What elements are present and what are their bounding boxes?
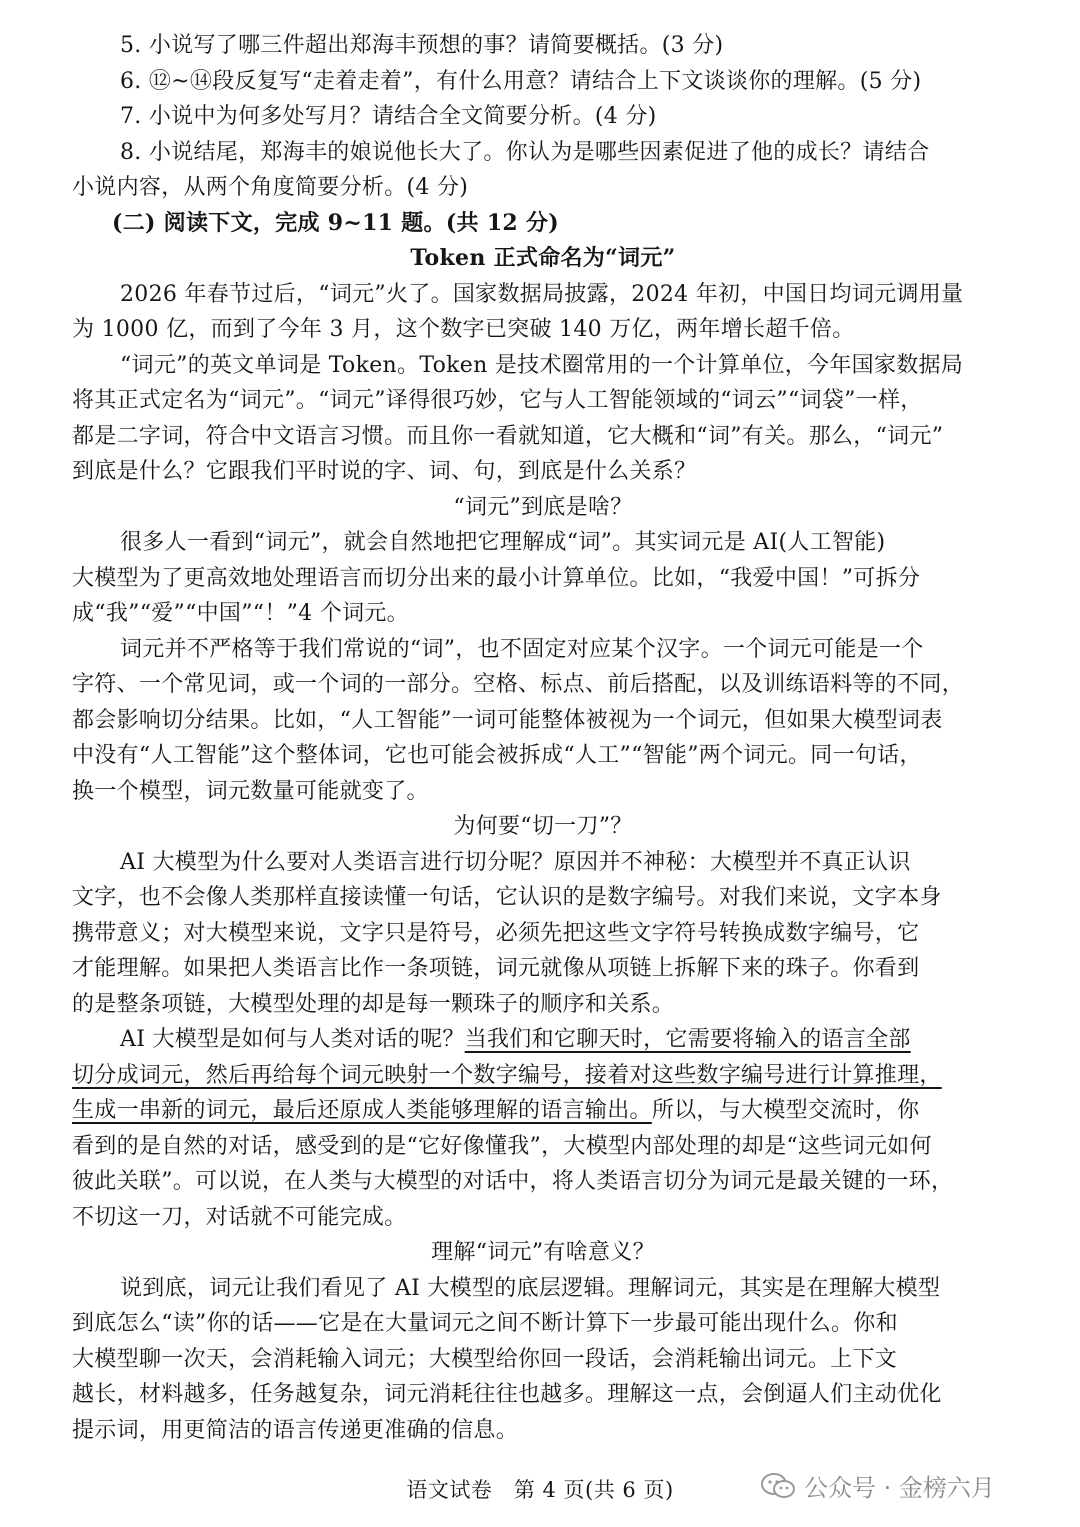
body-line: 中没有“人工智能”这个整体词，它也可能会被拆成“人工”“智能”两个词元。同一句话， bbox=[72, 743, 922, 768]
body-line: 彼此关联”。可以说，在人类与大模型的对话中，将人类语言切分为词元是最关键的一环， bbox=[72, 1169, 954, 1194]
watermark bbox=[760, 1468, 995, 1503]
intro-line: 将其正式定名为“词元”。“词元”译得很巧妙，它与人工智能领域的“词云”“词袋”一样， bbox=[72, 388, 923, 413]
intro-line: “词元”的英文单词是 Token。Token 是技术圈常用的一个计算单位，今年国家数据局 bbox=[120, 352, 964, 378]
body-line: 才能理解。如果把人类语言比作一条项链，词元就像从项链上拆解下来的珠子。你看到 bbox=[72, 956, 920, 981]
subheading-meaning: 理解“词元”有啥意义？ bbox=[431, 1240, 655, 1265]
body-line: 提示词，用更简洁的语言传递更准确的信息。 bbox=[72, 1417, 519, 1443]
question-8: 8. 小说结尾，郑海丰的娘说他长大了。你认为是哪些因素促进了他的成长？请结合 bbox=[120, 139, 930, 165]
question-6: 6. ⑫~⑭段反复写“走着走着”，有什么用意？请结合上下文谈谈你的理解。(5 分) bbox=[120, 68, 922, 94]
body-line: 换一个模型，词元数量可能就变了。 bbox=[72, 778, 429, 804]
question-7: 7. 小说中为何多处写月？请结合全文简要分析。(4 分) bbox=[120, 104, 657, 129]
body-line: 的是整条项链，大模型处理的却是每一颗珠子的顺序和关系。 bbox=[72, 991, 675, 1017]
body-text: 所以，与大模型交流时，你 bbox=[651, 1098, 920, 1123]
intro-line: 为 1000 亿，而到了今年 3 月，这个数字已突破 140 万亿，两年增长超千倍。 bbox=[72, 317, 855, 342]
underlined-sentence: 切分成词元，然后再给每个词元映射一个数字编号，接着对这些数字编号进行计算推理， bbox=[72, 1062, 942, 1088]
body-line: 很多人一看到“词元”，就会自然地把它理解成“词”。其实词元是 AI(人工智能) bbox=[120, 530, 886, 555]
page-footer: 语文试卷 第 4 页(共 6 页) bbox=[406, 1478, 674, 1502]
body-line bbox=[72, 1093, 1014, 1129]
watermark-text: 公众号 · 金榜六月 bbox=[804, 1474, 995, 1502]
wechat-icon bbox=[760, 1472, 796, 1500]
body-line bbox=[72, 1058, 1014, 1094]
body-line: 到底怎么“读”你的话——它是在大量词元之间不断计算下一步最可能出现什么。你和 bbox=[72, 1311, 898, 1336]
exam-page bbox=[72, 28, 1014, 1448]
underlined-sentence: 生成一串新的词元，最后还原成人类能够理解的语言输出。 bbox=[72, 1098, 652, 1123]
body-line: 不切这一刀，对话就不可能完成。 bbox=[72, 1204, 407, 1230]
body-line: 词元并不严格等于我们常说的“词”，也不固定对应某个汉字。一个词元可能是一个 bbox=[120, 636, 924, 662]
body-line: 携带意义；对大模型来说，文字只是符号，必须先把这些文字符号转换成数字编号，它 bbox=[72, 920, 920, 946]
body-text: AI 大模型是如何与人类对话的呢？ bbox=[120, 1027, 465, 1052]
body-line bbox=[72, 1022, 1014, 1058]
question-8-continued: 小说内容，从两个角度简要分析。(4 分) bbox=[72, 175, 469, 200]
underlined-sentence: 当我们和它聊天时，它需要将输入的语言全部 bbox=[464, 1027, 911, 1052]
body-line: 越长，材料越多，任务越复杂，词元消耗往往也越多。理解这一点，会倒逼人们主动优化 bbox=[72, 1382, 942, 1407]
subheading-what-is-token: “词元”到底是啥？ bbox=[453, 494, 633, 520]
intro-line: 到底是什么？它跟我们平时说的字、词、句，到底是什么关系？ bbox=[72, 459, 697, 484]
intro-line: 都是二字词，符合中文语言习惯。而且你一看就知道，它大概和“词”有关。那么，“词元” bbox=[72, 423, 944, 449]
body-line: 都会影响切分结果。比如，“人工智能”一词可能整体被视为一个词元，但如果大模型词表 bbox=[72, 707, 943, 733]
article-title: Token 正式命名为“词元” bbox=[410, 245, 676, 271]
question-5: 5. 小说写了哪三件超出郑海丰预想的事？请简要概括。(3 分) bbox=[120, 33, 724, 58]
intro-line: 2026 年春节过后，“词元”火了。国家数据局披露，2024 年初，中国日均词元调用量 bbox=[120, 281, 964, 307]
body-line: 看到的是自然的对话，感受到的是“它好像懂我”，大模型内部处理的却是“这些词元如何 bbox=[72, 1133, 932, 1159]
body-line: 字符、一个常见词，或一个词的一部分。空格、标点、前后搭配，以及训练语料等的不同， bbox=[72, 672, 965, 697]
body-line: AI 大模型为什么要对人类语言进行切分呢？原因并不神秘：大模型并不真正认识 bbox=[120, 849, 911, 875]
subheading-why-cut: 为何要“切一刀”？ bbox=[453, 814, 633, 839]
body-line: 成“我”“爱”“中国”“！”4 个词元。 bbox=[72, 601, 409, 626]
body-line: 大模型聊一次天，会消耗输入词元；大模型给你回一段话，会消耗输出词元。上下文 bbox=[72, 1346, 898, 1372]
section-heading: (二) 阅读下文，完成 9~11 题。(共 12 分) bbox=[112, 209, 560, 236]
body-line: 大模型为了更高效地处理语言而切分出来的最小计算单位。比如，“我爱中国！”可拆分 bbox=[72, 565, 921, 591]
body-line: 文字，也不会像人类那样直接读懂一句话，它认识的是数字编号。对我们来说，文字本身 bbox=[72, 885, 942, 910]
body-line: 说到底，词元让我们看见了 AI 大模型的底层逻辑。理解词元，其实是在理解大模型 bbox=[120, 1275, 941, 1301]
